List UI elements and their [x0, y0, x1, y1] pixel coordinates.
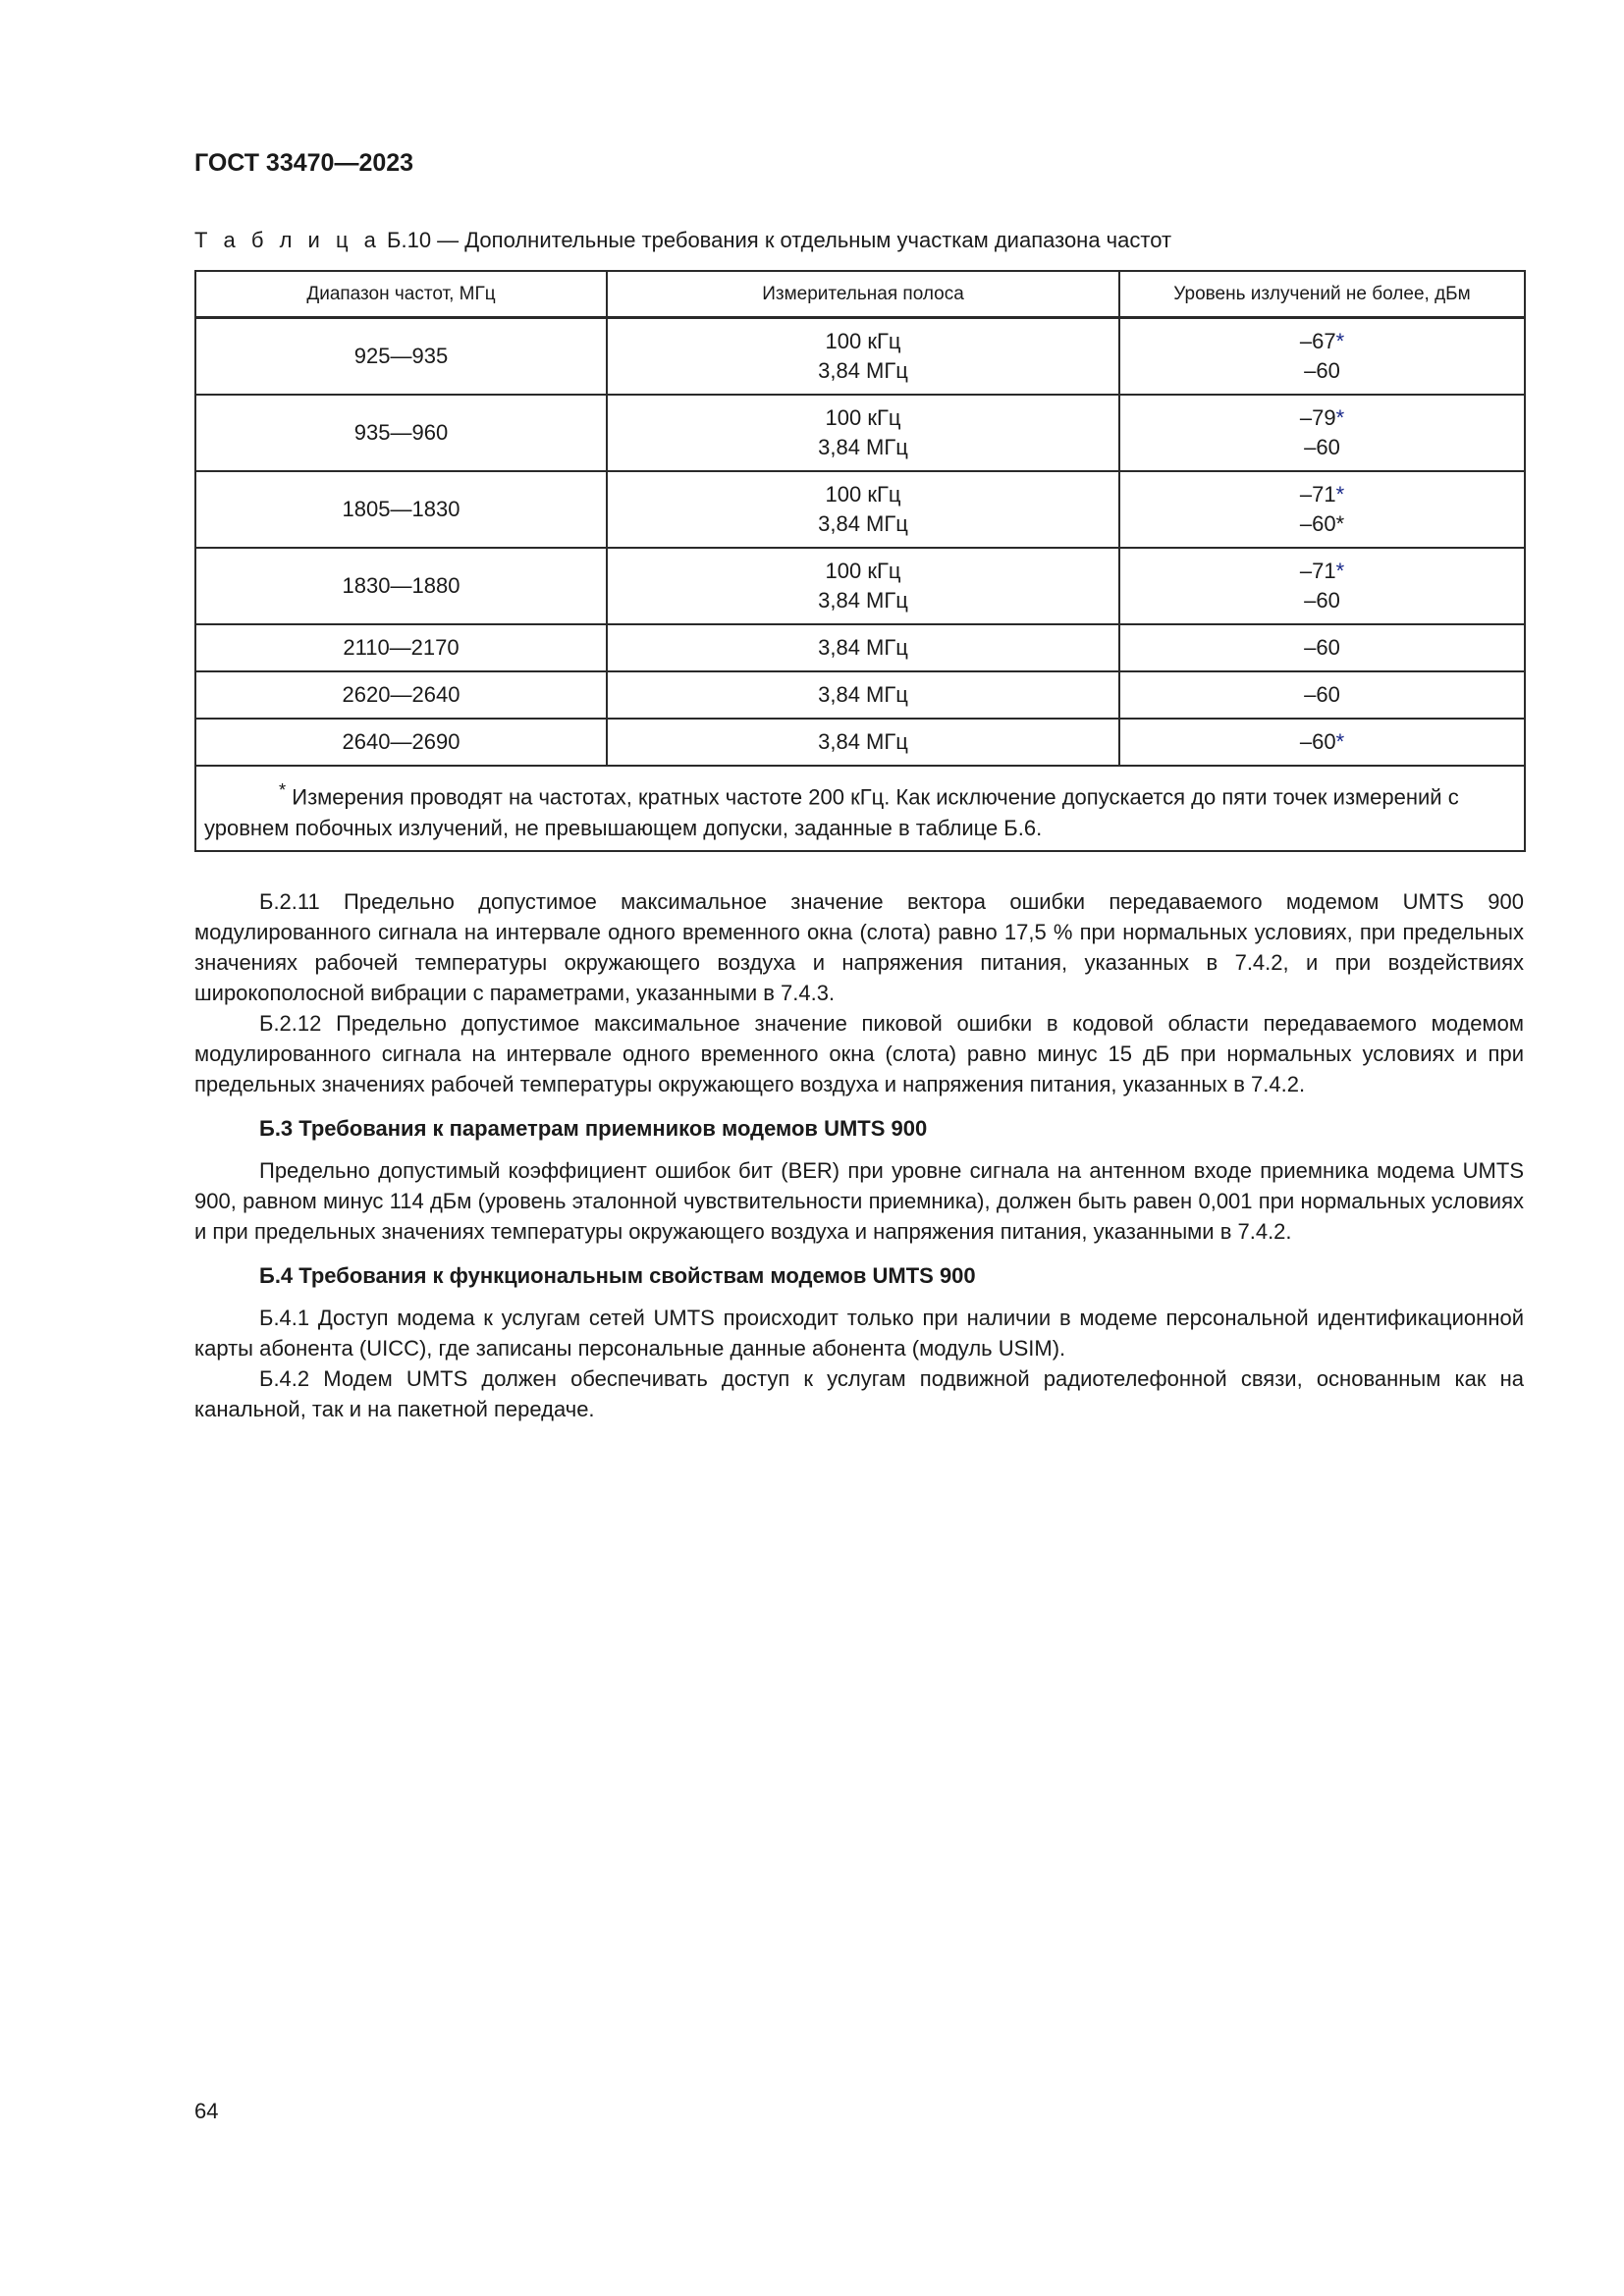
footnote-marker: *: [1335, 559, 1345, 583]
section-heading-b4: Б.4 Требования к функциональным свойствам модемов UMTS 900: [259, 1263, 976, 1288]
level-value: –60: [1304, 435, 1340, 459]
paragraph-b4-2: Б.4.2 Модем UMTS должен обеспечивать доступ к услугам подвижной радиотелефонной связи, основанным как на канальной, так и на пакетной передаче.: [194, 1366, 1524, 1421]
footnote-marker: *: [1335, 329, 1345, 353]
footnote-marker: *: [1335, 511, 1345, 536]
level-value: –79: [1299, 405, 1336, 430]
band-value: 3,84 МГц: [818, 511, 908, 536]
level-value: –60: [1299, 729, 1336, 754]
table-caption: [194, 228, 1171, 253]
level-value: –60: [1304, 682, 1340, 707]
table-caption-label: Т а б л и ц а: [194, 228, 381, 252]
cell-level: [1119, 548, 1525, 624]
cell-band: [607, 395, 1119, 471]
cell-range: 2620—2640: [195, 671, 607, 719]
footnote-marker: *: [279, 779, 287, 800]
level-value: –60: [1304, 588, 1340, 613]
cell-range: 1830—1880: [195, 548, 607, 624]
table-footnote-row: [195, 766, 1525, 851]
table-row: [195, 395, 1525, 471]
body-text: [194, 886, 1524, 1424]
cell-band: [607, 471, 1119, 548]
cell-range: 925—935: [195, 318, 607, 396]
requirements-table: [194, 270, 1526, 852]
band-value: 3,84 МГц: [818, 435, 908, 459]
cell-band: [607, 318, 1119, 396]
table-row: [195, 671, 1525, 719]
band-value: 100 кГц: [825, 329, 901, 353]
page-number: 64: [194, 2099, 219, 2123]
cell-band: [607, 548, 1119, 624]
cell-level: [1119, 719, 1525, 766]
cell-level: [1119, 624, 1525, 671]
band-value: 100 кГц: [825, 405, 901, 430]
level-value: –71: [1299, 482, 1336, 507]
table-row: [195, 624, 1525, 671]
footnote-marker: *: [1335, 729, 1345, 754]
table-caption-text: Б.10 — Дополнительные требования к отдельным участкам диапазона частот: [380, 228, 1172, 252]
footnote-text: Измерения проводят на частотах, кратных частоте 200 кГц. Как исключение допускается до пяти точек измерений с уровнем побочных излучений, не превышающем допуски, заданные в таблице Б.6.: [204, 784, 1459, 841]
cell-band: 3,84 МГц: [607, 671, 1119, 719]
level-value: –60: [1304, 635, 1340, 660]
band-value: 3,84 МГц: [818, 358, 908, 383]
cell-band: 3,84 МГц: [607, 624, 1119, 671]
band-value: 100 кГц: [825, 559, 901, 583]
column-header-level: Уровень излучений не более, дБм: [1119, 271, 1525, 318]
table-row: [195, 318, 1525, 396]
level-value: –71: [1299, 559, 1336, 583]
table-row: [195, 471, 1525, 548]
level-value: –67: [1299, 329, 1336, 353]
footnote-marker: *: [1335, 482, 1345, 507]
cell-range: 2110—2170: [195, 624, 607, 671]
footnote-marker: *: [1335, 405, 1345, 430]
band-value: 3,84 МГц: [818, 588, 908, 613]
column-header-band: Измерительная полоса: [607, 271, 1119, 318]
cell-level: [1119, 471, 1525, 548]
table-row: [195, 719, 1525, 766]
paragraph-b4-1: Б.4.1 Доступ модема к услугам сетей UMTS происходит только при наличии в модеме персональной идентификационной карты абонента (UICC), где записаны персональные данные абонента (модуль USIM).: [194, 1306, 1524, 1361]
paragraph-b2-11: Б.2.11 Предельно допустимое максимальное значение вектора ошибки передаваемого модемом UMTS 900 модулированного сигнала на интервале одного временного окна (слота) равно 17,5 % при нормальных условиях, при предельных значениях рабочей температуры окружающего воздуха и напряжения питания, указанных в 7.4.2, и при воздействиях широкополосной вибрации с параметрами, указанными в 7.4.3.: [194, 889, 1524, 1005]
cell-range: 935—960: [195, 395, 607, 471]
band-value: 100 кГц: [825, 482, 901, 507]
table-header-row: [195, 271, 1525, 318]
cell-level: [1119, 395, 1525, 471]
cell-level: [1119, 318, 1525, 396]
cell-band: 3,84 МГц: [607, 719, 1119, 766]
level-value: –60: [1299, 511, 1336, 536]
section-heading-b3: Б.3 Требования к параметрам приемников модемов UMTS 900: [259, 1116, 928, 1141]
cell-range: 1805—1830: [195, 471, 607, 548]
table-footnote: [195, 766, 1525, 851]
level-value: –60: [1304, 358, 1340, 383]
table-row: [195, 548, 1525, 624]
paragraph-b2-12: Б.2.12 Предельно допустимое максимальное значение пиковой ошибки в кодовой области передаваемого модемом модулированного сигнала на интервале одного временного окна (слота) равно минус 15 дБ при нормальных условиях и при предельных значениях рабочей температуры окружающего воздуха и напряжения питания, указанных в 7.4.2.: [194, 1011, 1524, 1096]
document-header: ГОСТ 33470—2023: [194, 149, 414, 177]
cell-level: [1119, 671, 1525, 719]
column-header-range: Диапазон частот, МГц: [195, 271, 607, 318]
paragraph-b3: Предельно допустимый коэффициент ошибок бит (BER) при уровне сигнала на антенном входе приемника модема UMTS 900, равном минус 114 дБм (уровень эталонной чувствительности приемника), должен быть равен 0,001 при нормальных условиях и при предельных значениях температуры окружающего воздуха и напряжения питания, указанными в 7.4.2.: [194, 1158, 1524, 1244]
cell-range: 2640—2690: [195, 719, 607, 766]
